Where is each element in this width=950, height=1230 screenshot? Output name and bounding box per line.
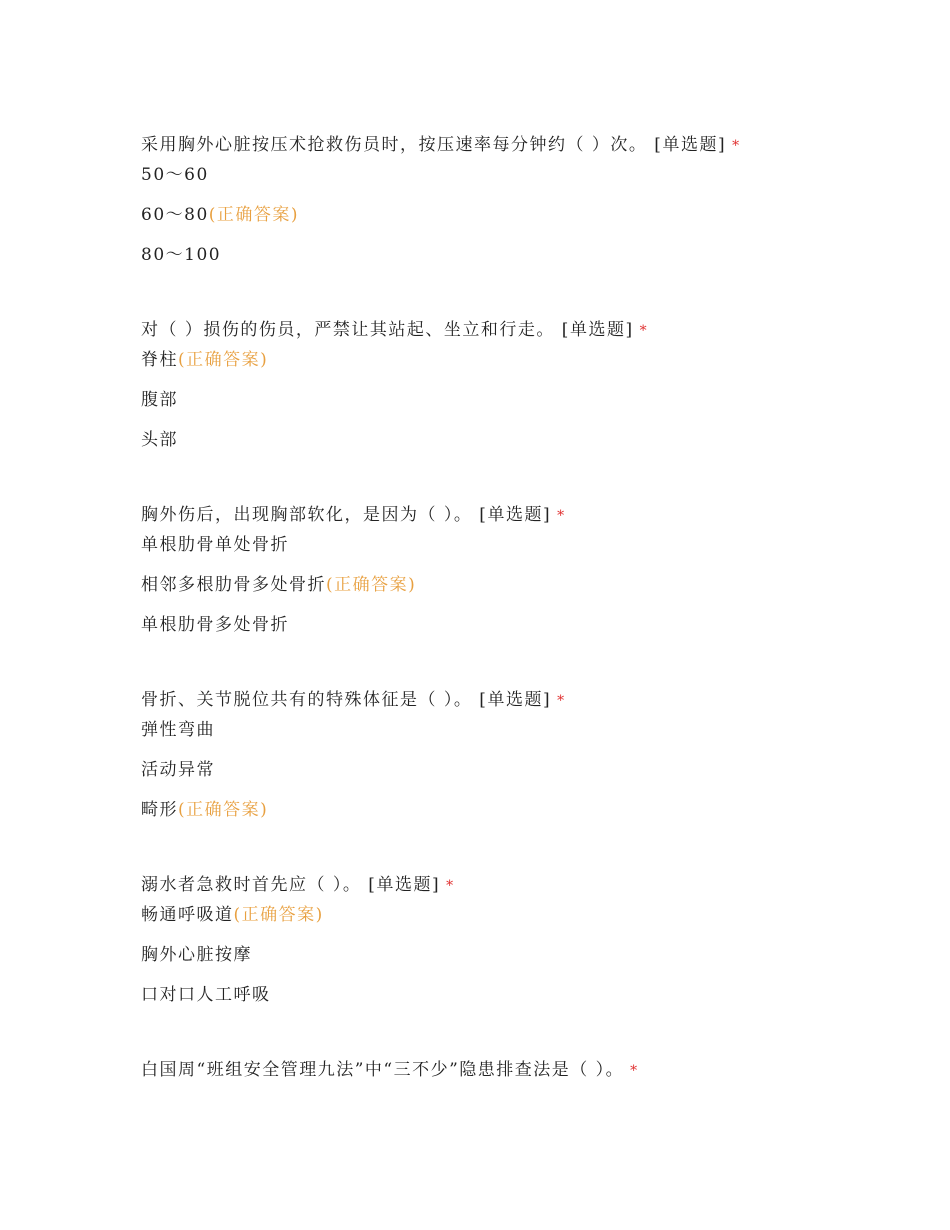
- required-star: *: [557, 693, 566, 709]
- option: 头部: [141, 430, 178, 450]
- question-title: 骨折、关节脱位共有的特殊体征是（ ）。 [单选题] *: [141, 690, 566, 710]
- option: 脊柱(正确答案): [141, 350, 269, 370]
- option: 单根肋骨单处骨折: [141, 535, 289, 555]
- question-title: 采用胸外心脏按压术抢救伤员时，按压速率每分钟约（ ）次。 [单选题] *: [141, 135, 741, 155]
- question-3: [141, 503, 841, 637]
- required-star: *: [557, 508, 566, 524]
- question-title: 白国周“班组安全管理九法”中“三不少”隐患排查法是（ ）。 *: [141, 1060, 639, 1080]
- question-4: [141, 688, 841, 822]
- option: 腹部: [141, 390, 178, 410]
- option: 单根肋骨多处骨折: [141, 615, 289, 635]
- correct-answer-tag: (正确答案): [178, 800, 269, 820]
- option: 胸外心脏按摩: [141, 945, 252, 965]
- correct-answer-tag: (正确答案): [233, 905, 324, 925]
- question-5: [141, 873, 841, 1007]
- question-title: 对（ ）损伤的伤员，严禁让其站起、坐立和行走。 [单选题] *: [141, 320, 649, 340]
- option: 相邻多根肋骨多处骨折(正确答案): [141, 575, 417, 595]
- option: 80～100: [141, 245, 222, 265]
- required-star: *: [732, 138, 741, 154]
- question-title: 溺水者急救时首先应（ ）。 [单选题] *: [141, 875, 455, 895]
- option: 弹性弯曲: [141, 720, 215, 740]
- correct-answer-tag: (正确答案): [208, 205, 300, 225]
- required-star: *: [446, 878, 455, 894]
- required-star: *: [639, 323, 649, 339]
- option: 50～60: [141, 165, 209, 185]
- option: 畅通呼吸道(正确答案): [141, 905, 324, 925]
- correct-answer-tag: (正确答案): [326, 575, 417, 595]
- question-6: [141, 1058, 841, 1082]
- question-1: [141, 133, 841, 267]
- option: 60～80(正确答案): [141, 205, 300, 225]
- option: 活动异常: [141, 760, 215, 780]
- question-title: 胸外伤后，出现胸部软化，是因为（ ）。 [单选题] *: [141, 505, 566, 525]
- option: 畸形(正确答案): [141, 800, 269, 820]
- correct-answer-tag: (正确答案): [178, 350, 269, 370]
- question-2: [141, 318, 841, 452]
- required-star: *: [630, 1063, 639, 1079]
- option: 口对口人工呼吸: [141, 985, 271, 1005]
